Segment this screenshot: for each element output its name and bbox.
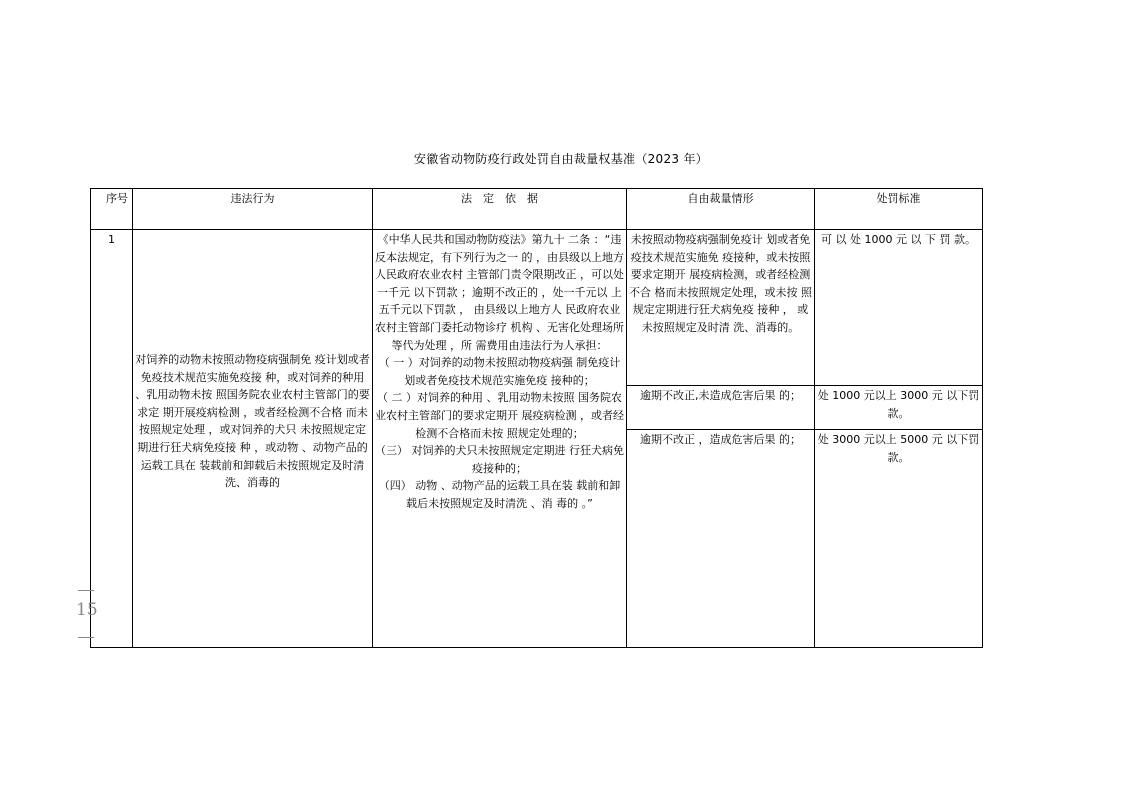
case-cell: 逾期不改正 ，造成危害后果 的； (627, 430, 815, 648)
basis-paragraph: 《中华人民共和国动物防疫法》第九十 二条 ：“违反本法规定，有下列行为之一 的 ，由县级以上地方人民政府农业农村 主管部门责令限期改正 ，可以处一千元 以下罚款 ；逾期不改正的 ，处一千元以 上五千元以下罚款 ， 由县级以上地方人 民政府农业农村主管部门委托动物诊疗 机构 、无害化处理场所等代为处理 ，所 需费用由违法行为人承担： (375, 233, 624, 352)
page-number-rule-top (78, 590, 94, 591)
standard-cell: 可 以 处 1000 元 以 下 罚 款。 (815, 230, 983, 386)
row-act-text: 对饲养的动物未按照动物疫病强制免 疫计划或者免疫技术规范实施免疫接 种，或对饲养的种用 、乳用动物未按 照国务院农业农村主管部门的要求定 期开展疫病检测 ，或者经检测不合格 而未按照规定处理 ，或对饲养的犬只 未按照规定定期进行狂犬病免疫接 种 ，或动物 、动物产品的运载工具在 装载前和卸载后未按照规定及时清 洗、消毒的 (135, 353, 370, 490)
basis-paragraph: （四） 动物 、动物产品的运载工具在装 载前和卸载后未按照规定及时清洗 、消 毒的 。” (378, 479, 621, 510)
penalty-standard-table (90, 188, 983, 648)
header-standard: 处罚标准 (815, 189, 983, 230)
standard-cell: 处 3000 元以上 5000 元 以下罚款。 (815, 430, 983, 648)
page-number-rule-bottom (78, 637, 94, 638)
header-basis: 法 定 依 据 (373, 189, 627, 230)
row-act (133, 230, 373, 648)
document-title: 安徽省动物防疫行政处罚自由裁量权基准（2023 年） (413, 152, 709, 166)
header-act: 违法行为 (133, 189, 373, 230)
row-seq: 1 (91, 230, 133, 648)
case-cell: 逾期不改正,未造成危害后果 的； (627, 386, 815, 430)
row-basis (373, 230, 627, 648)
header-seq: 序号 (91, 189, 133, 230)
table-header-row (91, 189, 983, 230)
basis-paragraph: （ 二 ）对饲养的种用 、乳用动物未按照 国务院农业农村主管部门的要求定期开 展疫病检测 ，或者经检测不合格而未按 照规定处理的； (375, 391, 624, 440)
standard-cell: 处 1000 元以上 3000 元 以下罚款。 (815, 386, 983, 430)
page-number: 15 (76, 600, 98, 620)
table-row (91, 230, 983, 386)
header-case: 自由裁量情形 (627, 189, 815, 230)
case-cell: 未按照动物疫病强制免疫计 划或者免疫技术规范实施免 疫接种，或未按照要求定期开 展疫病检测，或者经检测不合 格而未按照规定处理，或未按 照规定定期进行狂犬病免疫 接种 ， 或未按照规定及时清 洗、消毒的。 (627, 230, 815, 386)
basis-paragraph: （三） 对饲养的犬只未按照规定定期进 行狂犬病免疫接种的； (375, 444, 624, 475)
basis-paragraph: （ 一 ）对饲养的动物未按照动物疫病强 制免疫计划或者免疫技术规范实施免疫 接种的； (378, 356, 621, 387)
